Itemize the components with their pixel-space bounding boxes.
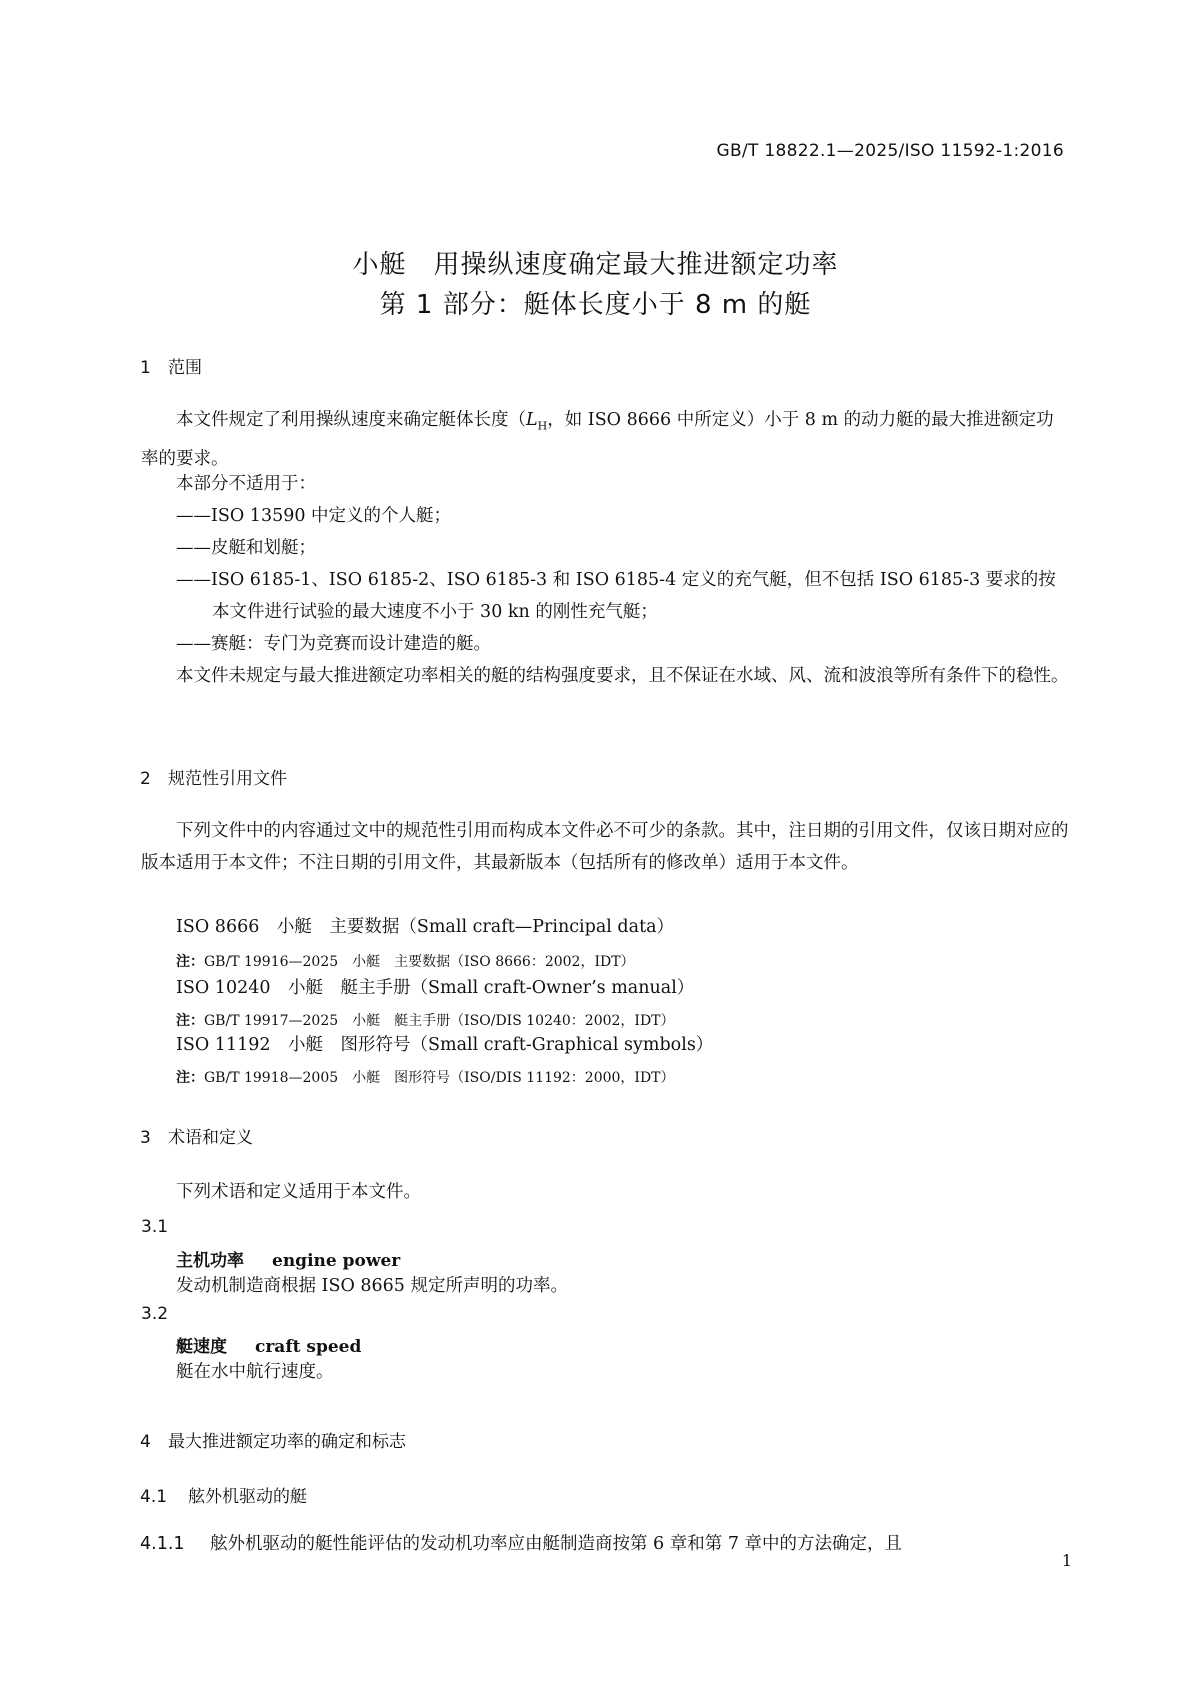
- subsection-number: 4.1: [140, 1487, 168, 1507]
- clause-number: 4.1.1: [140, 1534, 185, 1554]
- section-3-heading: [140, 1123, 253, 1148]
- section-number: 2: [140, 769, 151, 789]
- clause-4-1-1: [140, 1530, 902, 1555]
- list-item: ——赛艇：专门为竞赛而设计建造的艇。: [176, 634, 491, 654]
- scope-paragraph: 本文件规定了利用操纵速度来确定艇体长度（$L_H$，如 ISO 8666 中所定义）小于 8 m 的动力艇的最大推进额定功率的要求。: [141, 410, 1054, 469]
- section-title: 最大推进额定功率的确定和标志: [168, 1432, 406, 1452]
- scope-note-paragraph: 本文件未规定与最大推进额定功率相关的艇的结构强度要求，且不保证在水域、风、流和波浪等所有条件下的稳性。: [176, 666, 1069, 686]
- reference-note: 注：GB/T 19916—2025 小艇 主要数据（ISO 8666：2002，IDT）: [176, 954, 635, 970]
- page-number: 1: [1061, 1551, 1072, 1570]
- title-line-2: 第 1 部分：艇体长度小于 8 m 的艇: [379, 290, 812, 320]
- section-2-heading: [140, 764, 287, 789]
- reference-note: 注：GB/T 19918—2005 小艇 图形符号（ISO/DIS 11192：2000，IDT）: [176, 1070, 675, 1086]
- term-entry: 主机功率 engine power: [176, 1251, 401, 1271]
- list-item: ——ISO 6185-1、ISO 6185-2、ISO 6185-3 和 ISO 6185-4 定义的充气艇，但不包括 ISO 6185-3 要求的按本文件进行试验的最大速度不小于 30 kn 的刚性充气艇；: [176, 570, 1056, 622]
- exclusion-intro: 本部分不适用于：: [176, 474, 316, 494]
- term-entry: 艇速度 craft speed: [176, 1337, 362, 1357]
- standard-code: GB/T 18822.1—2025/ISO 11592-1:2016: [716, 141, 1064, 161]
- clause-number: 3.2: [141, 1304, 169, 1324]
- terms-intro: 下列术语和定义适用于本文件。: [176, 1182, 421, 1202]
- section-number: 4: [140, 1432, 151, 1452]
- clause-text: 舷外机驱动的艇性能评估的发动机功率应由艇制造商按第 6 章和第 7 章中的方法确定，且: [210, 1534, 903, 1554]
- reference-item: ISO 8666 小艇 主要数据（Small craft—Principal data）: [176, 917, 675, 937]
- section-1-heading: [140, 353, 202, 378]
- section-title: 范围: [168, 358, 202, 378]
- term-definition: 艇在水中航行速度。: [176, 1362, 334, 1382]
- section-title: 术语和定义: [168, 1128, 253, 1148]
- title-line-1: 小艇 用操纵速度确定最大推进额定功率: [352, 250, 839, 280]
- section-number: 1: [140, 358, 151, 378]
- list-item: ——ISO 13590 中定义的个人艇；: [176, 506, 452, 526]
- reference-item: ISO 11192 小艇 图形符号（Small craft-Graphical symbols）: [176, 1035, 714, 1055]
- list-item: ——皮艇和划艇；: [176, 538, 316, 558]
- reference-note: 注：GB/T 19917—2025 小艇 艇主手册（ISO/DIS 10240：2002，IDT）: [176, 1013, 675, 1029]
- section-4-heading: [140, 1427, 406, 1452]
- references-paragraph: 下列文件中的内容通过文中的规范性引用而构成本文件必不可少的条款。其中，注日期的引用文件，仅该日期对应的版本适用于本文件；不注日期的引用文件，其最新版本（包括所有的修改单）适用于本文件。: [141, 821, 1069, 873]
- subsection-4-1-heading: [140, 1482, 307, 1507]
- section-number: 3: [140, 1128, 151, 1148]
- subsection-title: 舷外机驱动的艇: [188, 1487, 307, 1507]
- reference-item: ISO 10240 小艇 艇主手册（Small craft-Owner’s manual）: [176, 978, 695, 998]
- term-definition: 发动机制造商根据 ISO 8665 规定所声明的功率。: [176, 1276, 568, 1296]
- clause-number: 3.1: [141, 1217, 169, 1237]
- section-title: 规范性引用文件: [168, 769, 287, 789]
